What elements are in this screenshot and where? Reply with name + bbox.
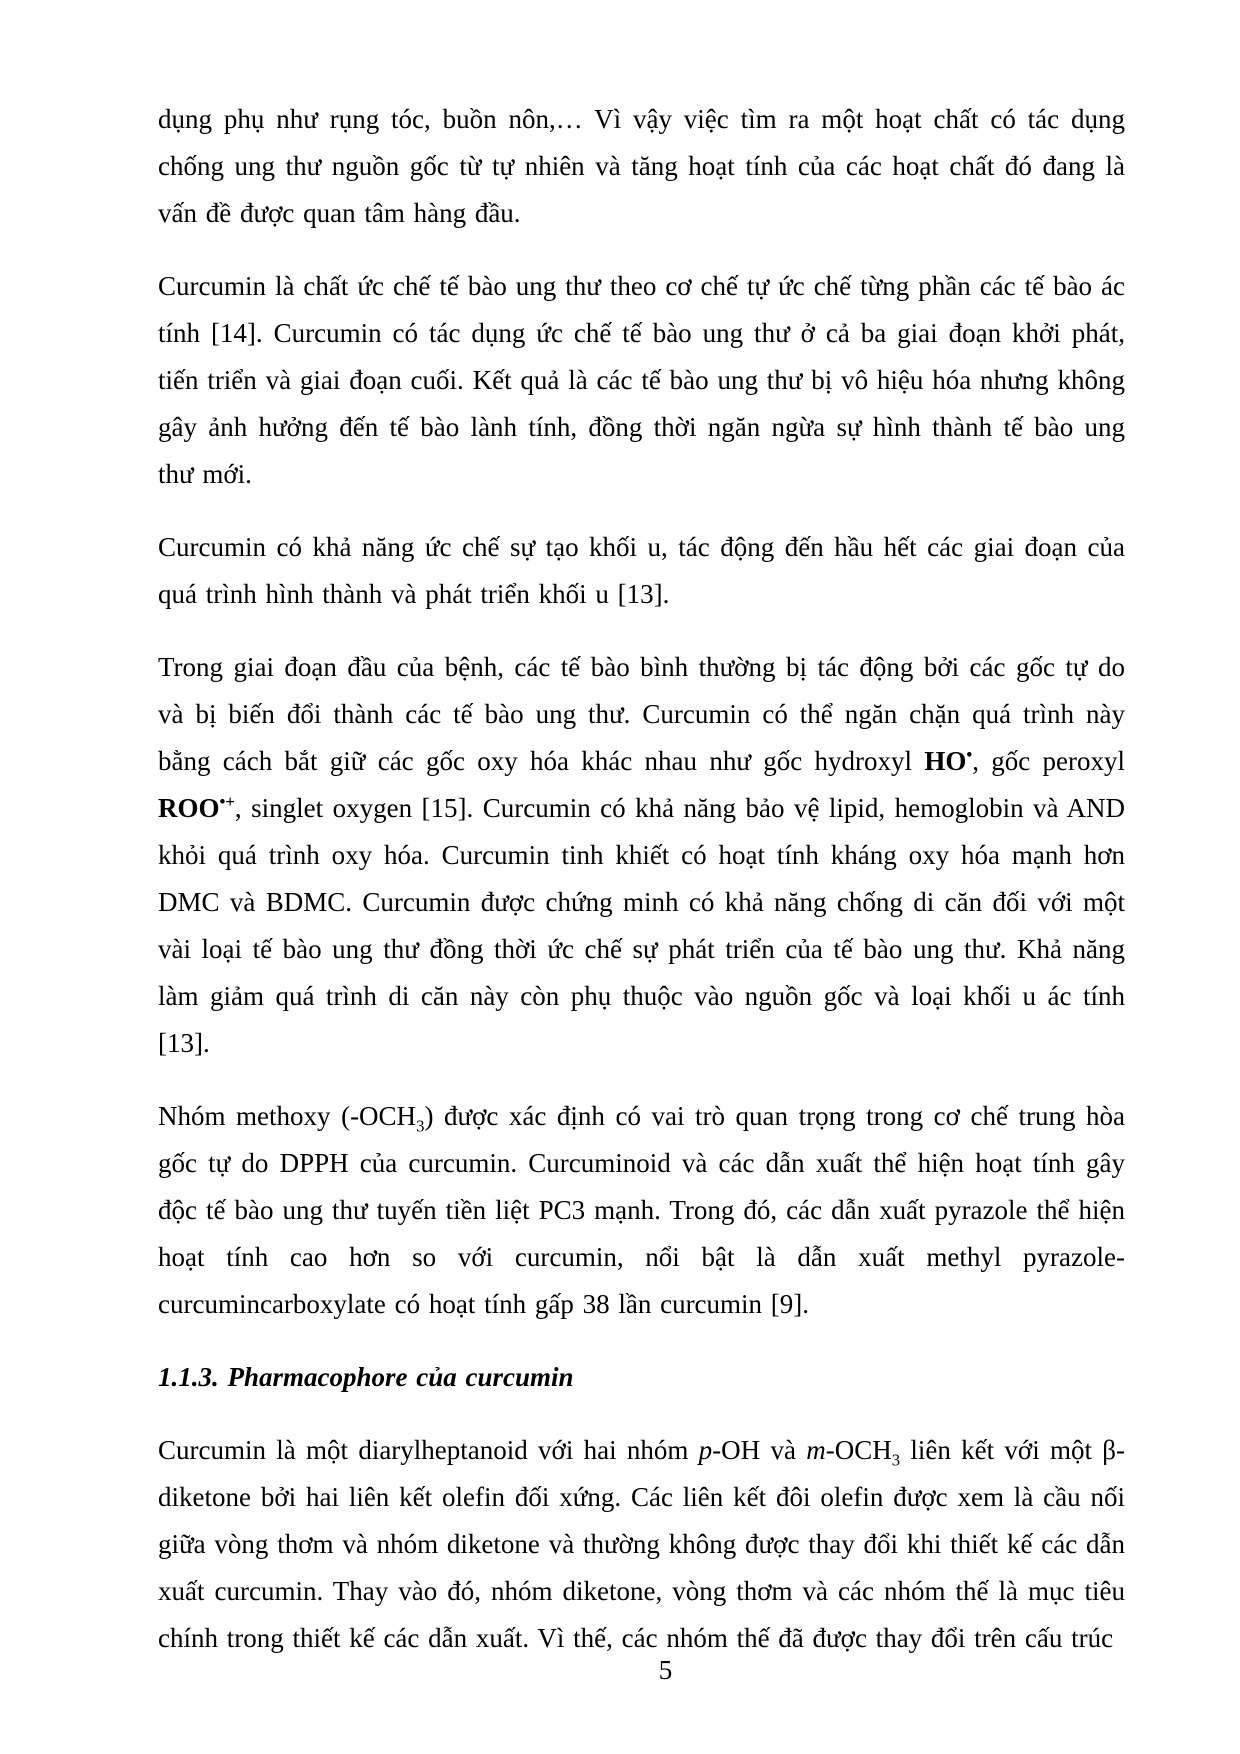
text-run: 1.1.3. Pharmacophore của curcumin <box>158 1362 574 1392</box>
paragraph <box>158 524 1125 618</box>
text-run: m <box>806 1435 826 1465</box>
text-run: dụng phụ như rụng tóc, buồn nôn,… Vì vậy việc tìm ra một hoạt chất có tác dụng chống ung thư nguồn gốc từ tự nhiên và tăng hoạt tính của các hoạt chất đó đang là vấn đề được quan tâm hàng đầu. <box>158 104 1125 228</box>
text-run: Curcumin là một diarylheptanoid với hai nhóm <box>158 1435 699 1465</box>
text-run: Curcumin có khả năng ức chế sự tạo khối u, tác động đến hầu hết các giai đoạn của quá trình hình thành và phát triển khối u [13]. <box>158 532 1125 609</box>
document-body <box>158 96 1125 1688</box>
text-run: Trong giai đoạn đầu của bệnh, các tế bào bình thường bị tác động bởi các gốc tự do và bị biến đổi thành các tế bào ung thư. Curcumin có thể ngăn chặn quá trình này bằng cách bắt giữ các gốc oxy hóa khác nhau như gốc hydroxyl <box>158 652 1125 776</box>
text-run: -OH và <box>712 1435 807 1465</box>
text-run: Nhóm methoxy (-OCH <box>158 1101 417 1131</box>
page-footer <box>158 1650 1125 1690</box>
text-run: HO <box>924 746 967 776</box>
text-run: liên kết với một β-diketone bởi hai liên kết olefin đối xứng. Các liên kết đôi olefin được xem là cầu nối giữa vòng thơm và nhóm diketone và thường không được thay đổi khi thiết kế các dẫn xuất curcumin. Thay vào đó, nhóm diketone, vòng thơm và các nhóm thế là mục tiêu chính trong thiết kế các dẫn xuất. Vì thế, các nhóm thế đã được thay đổi trên cấu trúc <box>158 1435 1125 1653</box>
text-run: •+ <box>219 792 235 811</box>
text-run: , gốc peroxyl <box>972 746 1125 776</box>
paragraph <box>158 96 1125 237</box>
text-run: -OCH <box>825 1435 892 1465</box>
text-run: 3 <box>891 1450 901 1470</box>
text-run: p <box>698 1435 713 1465</box>
text-run: • <box>966 745 973 764</box>
text-run: ROO <box>158 793 220 823</box>
paragraph <box>158 1093 1125 1328</box>
text-run: , singlet oxygen [15]. Curcumin có khả năng bảo vệ lipid, hemoglobin và AND khỏi quá trình oxy hóa. Curcumin tinh khiết có hoạt tính kháng oxy hóa mạnh hơn DMC và BDMC. Curcumin được chứng minh có khả năng chống di căn đối với một vài loại tế bào ung thư đồng thời ức chế sự phát triển của tế bào ung thư. Khả năng làm giảm quá trình di căn này còn phụ thuộc vào nguồn gốc và loại khối u ác tính [13]. <box>158 793 1125 1058</box>
paragraph <box>158 1427 1125 1662</box>
paragraph <box>158 644 1125 1067</box>
paragraph <box>158 263 1125 498</box>
text-run: Curcumin là chất ức chế tế bào ung thư theo cơ chế tự ức chế từng phần các tế bào ác tính [14]. Curcumin có tác dụng ức chế tế bào ung thư ở cả ba giai đoạn khởi phát, tiến triển và giai đoạn cuối. Kết quả là các tế bào ung thư bị vô hiệu hóa nhưng không gây ảnh hưởng đến tế bào lành tính, đồng thời ngăn ngừa sự hình thành tế bào ung thư mới. <box>158 271 1125 489</box>
text-run: 3 <box>416 1116 425 1136</box>
page-number: 5 <box>658 1655 673 1685</box>
text-run: ) được xác định có vai trò quan trọng trong cơ chế trung hòa gốc tự do DPPH của curcumin. Curcuminoid và các dẫn xuất thể hiện hoạt tính gây độc tế bào ung thư tuyến tiền liệt PC3 mạnh. Trong đó, các dẫn xuất pyrazole thể hiện hoạt tính cao hơn so với curcumin, nổi bật là dẫn xuất methyl pyrazole-curcumincarboxylate có hoạt tính gấp 38 lần curcumin [9]. <box>158 1101 1125 1319</box>
section-heading <box>158 1354 1125 1401</box>
